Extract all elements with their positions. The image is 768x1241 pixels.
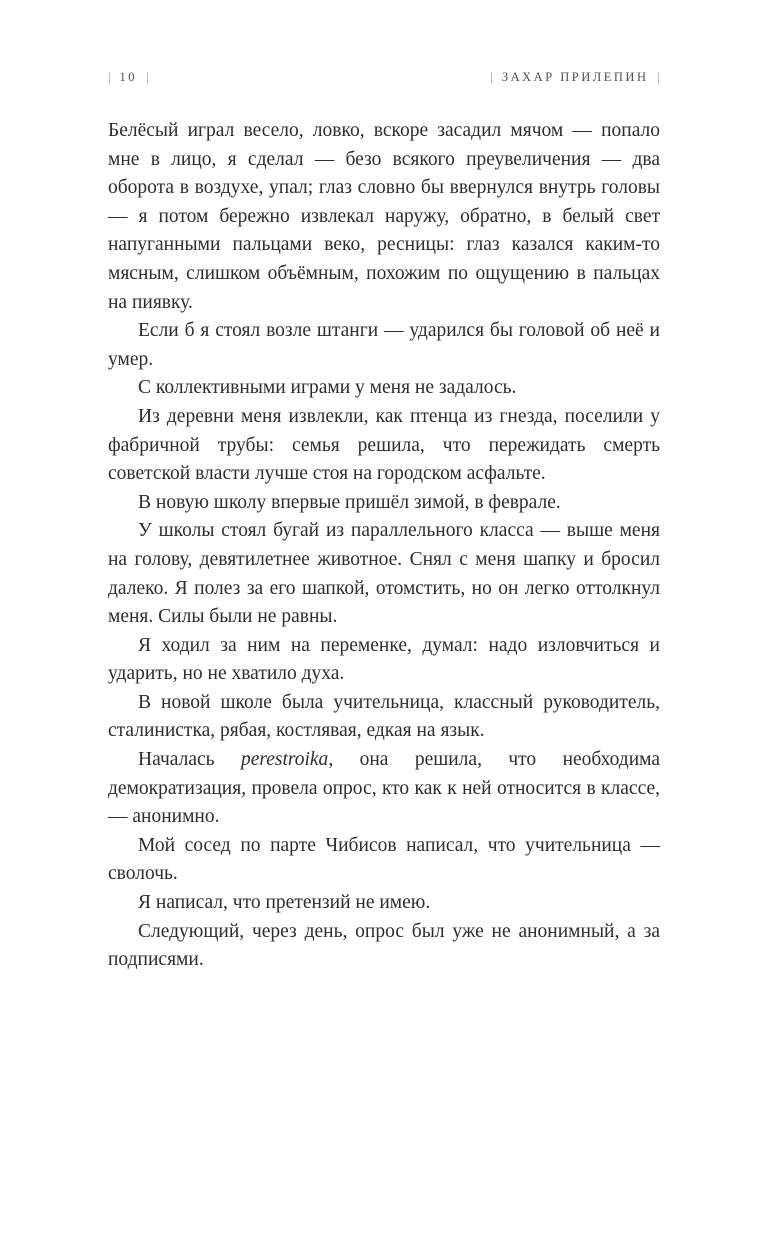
paragraph-segment: , она решила, что необходима демократизация, провела опрос, кто как к ней относится в классе, — анонимно.	[108, 749, 661, 828]
running-header-author-group	[490, 70, 660, 85]
paragraph-segment: Мой сосед по парте Чибисов написал, что учительница — сволочь.	[108, 834, 660, 885]
paragraph-segment: Из деревни меня извлекли, как птенца из гнезда, поселили у фабричной трубы: семья решила, что пережидать смерть советской власти лучше стоя на городском асфальте.	[108, 405, 660, 485]
paragraph-segment: Если б я стоял возле штанги — ударился бы головой об неё и умер.	[108, 320, 660, 370]
paragraph	[108, 517, 660, 631]
page-number: 10	[119, 70, 138, 84]
paragraph	[108, 632, 660, 689]
page-number-group	[108, 70, 149, 85]
paragraph	[108, 374, 660, 403]
running-header-author: ЗАХАР ПРИЛЕПИН	[501, 70, 649, 84]
paragraph-segment: Началась	[138, 749, 241, 771]
running-header	[108, 0, 660, 85]
paragraph-segment: Белёсый играл весело, ловко, вскоре засадил мячом — попало мне в лицо, я сделал — безо всякого преувеличения — два оборота в воздухе, упал; глаз словно бы ввернулся внутрь головы — я потом бережно извлекал наружу, обратно, в белый свет напуганными пальцами веко, ресницы: глаз казался каким-то мясным, слишком объёмным, похожим по ощущению в пальцах на пиявку.	[108, 120, 660, 313]
paragraph	[108, 403, 660, 489]
paragraph	[108, 689, 660, 746]
paragraph-segment: В новую школу впервые пришёл зимой, в феврале.	[138, 491, 561, 513]
paragraph-segment: Я написал, что претензий не имею.	[138, 892, 431, 914]
paragraph	[108, 746, 660, 832]
header-separator: |	[657, 70, 660, 84]
text-block	[108, 117, 660, 975]
paragraph	[108, 889, 660, 918]
paragraph	[108, 832, 660, 889]
paragraph-segment: С коллективными играми у меня не задалось.	[138, 377, 517, 399]
paragraph	[108, 317, 660, 374]
header-separator: |	[490, 70, 493, 84]
paragraph-segment: Я ходил за ним на переменке, думал: надо изловчиться и ударить, но не хватило духа.	[108, 634, 660, 685]
page-content-column	[108, 0, 660, 975]
paragraph	[108, 117, 660, 317]
paragraph	[108, 489, 660, 518]
paragraph-segment: В новой школе была учительница, классный руководитель, сталинистка, рябая, костлявая, едкая на язык.	[108, 691, 660, 742]
header-separator: |	[108, 70, 111, 84]
paragraph-segment: Следующий, через день, опрос был уже не анонимный, а за подписями.	[108, 920, 660, 971]
header-separator: |	[146, 70, 149, 84]
paragraph-segment: У школы стоял бугай из параллельного класса — выше меня на голову, девятилетнее животное. Снял с меня шапку и бросил далеко. Я полез за его шапкой, отомстить, но он легко оттолкнул меня. Силы были не равны.	[108, 520, 660, 628]
paragraph-segment-italic: perestroika	[240, 749, 329, 771]
paragraph	[108, 918, 660, 975]
